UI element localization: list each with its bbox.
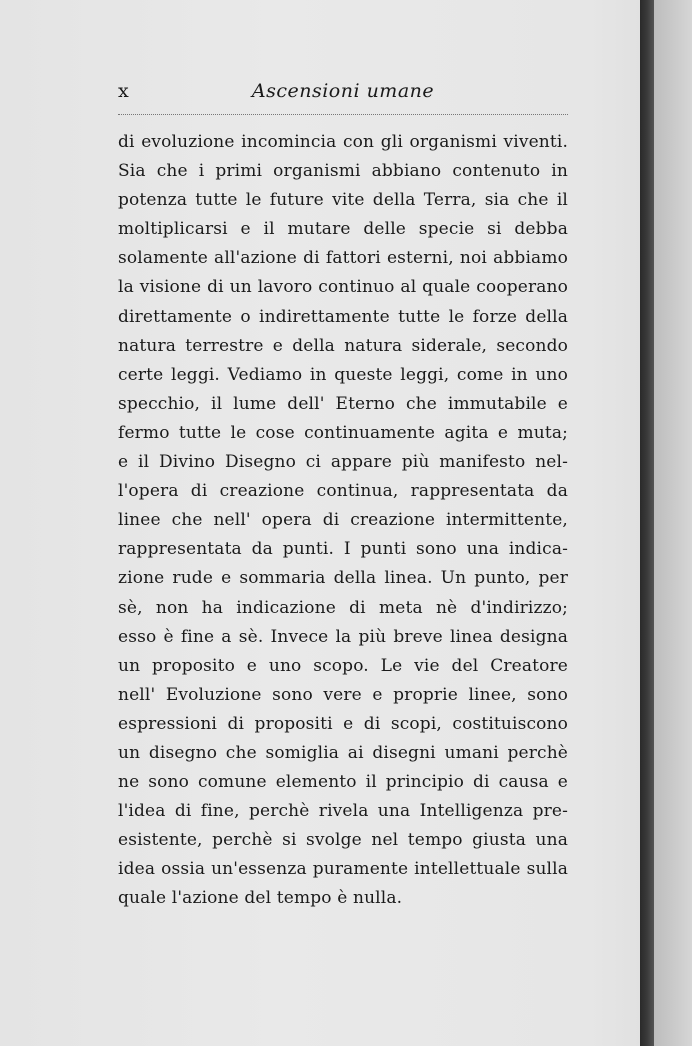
text-line: l'idea di fine, perchè rivela una Intelligenza pre- xyxy=(118,801,568,822)
text-line: sè, non ha indicazione di meta nè d'indirizzo; xyxy=(118,597,568,618)
header-rule xyxy=(118,114,568,115)
text-line: esistente, perchè si svolge nel tempo giusta una xyxy=(118,830,568,851)
text-line: zione rude e sommaria della linea. Un punto, per xyxy=(118,568,568,589)
text-line: esso è fine a sè. Invece la più breve linea designa xyxy=(118,626,568,647)
book-spine-shadow xyxy=(640,0,654,1046)
page-number: x xyxy=(118,80,130,102)
text-line: specchio, il lume dell' Eterno che immutabile e xyxy=(118,393,568,414)
text-line: di evoluzione incomincia con gli organismi viventi. xyxy=(118,132,568,152)
text-line: solamente all'azione di fattori esterni, noi abbiamo xyxy=(118,248,568,269)
text-line: potenza tutte le future vite della Terra, sia che il xyxy=(118,190,568,211)
text-line: linee che nell' opera di creazione intermittente, xyxy=(118,510,568,531)
text-line: e il Divino Disegno ci appare più manifesto nel- xyxy=(118,452,568,473)
running-header xyxy=(118,80,568,110)
text-line: idea ossia un'essenza puramente intellettuale sulla xyxy=(118,859,568,880)
text-line: rappresentata da punti. I punti sono una indica- xyxy=(118,539,568,560)
text-line: Sia che i primi organismi abbiano contenuto in xyxy=(118,161,568,182)
body-text xyxy=(118,128,568,914)
text-line: nell' Evoluzione sono vere e proprie linee, sono xyxy=(118,684,568,705)
text-line: un proposito e uno scopo. Le vie del Creatore xyxy=(118,655,568,676)
text-line: la visione di un lavoro continuo al quale cooperano xyxy=(118,277,568,298)
text-line: certe leggi. Vediamo in queste leggi, come in uno xyxy=(118,364,568,385)
text-line: un disegno che somiglia ai disegni umani perchè xyxy=(118,742,568,763)
text-line: fermo tutte le cose continuamente agita e muta; xyxy=(118,422,568,443)
text-line: l'opera di creazione continua, rappresentata da xyxy=(118,481,568,502)
running-title: Ascensioni umane xyxy=(251,80,435,102)
facing-page-edge xyxy=(654,0,692,1046)
text-line: ne sono comune elemento il principio di causa e xyxy=(118,772,568,793)
text-line: direttamente o indirettamente tutte le forze della xyxy=(118,306,568,327)
text-line: natura terrestre e della natura siderale, secondo xyxy=(118,335,568,356)
text-line: moltiplicarsi e il mutare delle specie si debba xyxy=(118,219,568,240)
text-line-last: quale l'azione del tempo è nulla. xyxy=(118,888,403,909)
text-line: espressioni di propositi e di scopi, costituiscono xyxy=(118,713,568,734)
